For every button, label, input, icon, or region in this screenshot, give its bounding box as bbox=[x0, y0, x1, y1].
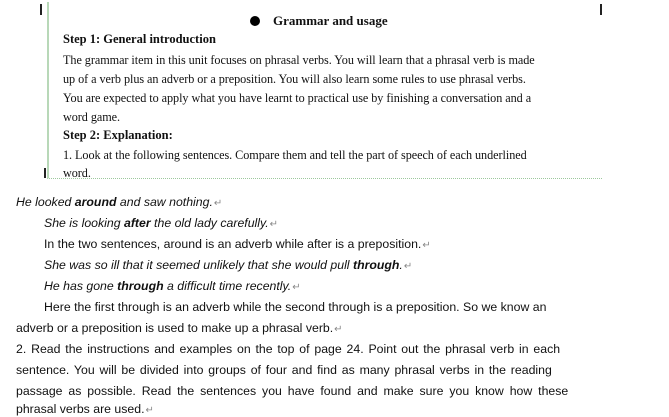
instruction-line: passage as possible. Read the sentences you have found and make sure you know how these bbox=[16, 384, 569, 398]
instruction-line-last: phrasal verbs are used.↵ bbox=[16, 402, 154, 416]
section-title-text: Grammar and usage bbox=[273, 13, 388, 28]
step1-line: The grammar item in this unit focuses on phrasal verbs. You will learn that a phrasal verb is made bbox=[63, 53, 535, 67]
section-title bbox=[250, 13, 388, 29]
example-sentence-4: He has gone through a difficult time recently.↵ bbox=[44, 279, 301, 293]
example-explanation-2-cont: adverb or a preposition is used to make up a phrasal verb.↵ bbox=[16, 321, 343, 335]
step1-line: You are expected to apply what you have learnt to practical use by finishing a conversation and a bbox=[63, 91, 532, 105]
instruction-line: sentence. You will be divided into groups of four and find as many phrasal verbs in the reading bbox=[16, 363, 552, 377]
corner-mark-right bbox=[600, 4, 602, 15]
corner-mark-left bbox=[40, 4, 42, 15]
example-sentence-2: She is looking after the old lady carefully.↵ bbox=[44, 216, 279, 230]
example-sentence-3: She was so ill that it seemed unlikely that she would pull through.↵ bbox=[44, 258, 413, 272]
step2-line: 1. Look at the following sentences. Compare them and tell the part of speech of each underlined bbox=[63, 148, 527, 162]
step1-line: word game. bbox=[63, 110, 121, 124]
text-cursor bbox=[44, 168, 46, 178]
step1-heading: Step 1: General introduction bbox=[63, 32, 216, 46]
step2-line: word. bbox=[63, 166, 91, 180]
instruction-line: 2. Read the instructions and examples on the top of page 24. Point out the phrasal verb in each bbox=[16, 342, 561, 356]
example-sentence-1: He looked around and saw nothing.↵ bbox=[16, 195, 223, 209]
example-explanation-1: In the two sentences, around is an adverb while after is a preposition.↵ bbox=[44, 237, 431, 251]
step1-line: up of a verb plus an adverb or a preposition. You will also learn some rules to use phrasal verbs. bbox=[63, 72, 526, 86]
step2-heading: Step 2: Explanation: bbox=[63, 128, 173, 142]
example-explanation-2: Here the first through is an adverb while the second through is a preposition. So we know an bbox=[44, 300, 547, 314]
bullet-icon bbox=[250, 16, 260, 26]
